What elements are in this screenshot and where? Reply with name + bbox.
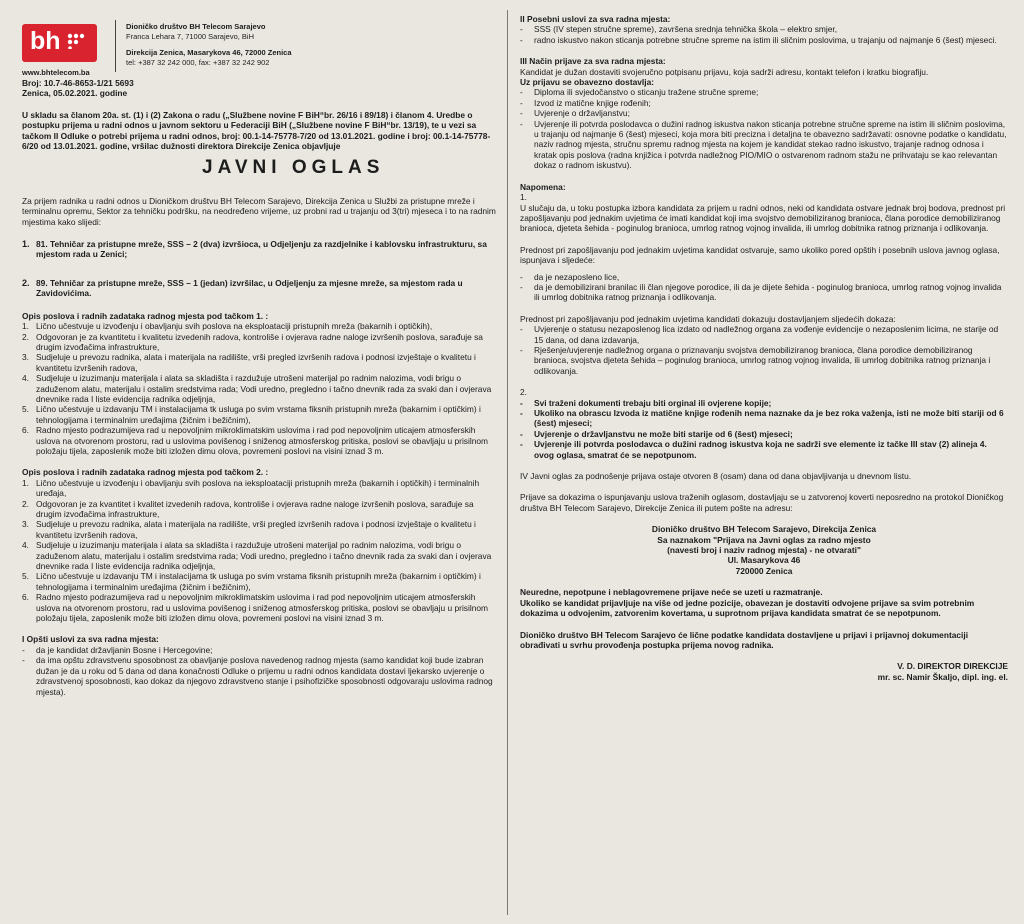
list-item: - da je nezaposleno lice, xyxy=(520,271,620,282)
duties2-title: Opis poslova i radnih zadataka radnog mjesta pod tačkom 2. : xyxy=(22,467,269,478)
duties1-list xyxy=(22,321,498,456)
list-item: 2. Odgovoran je za kvantitetu i kvalitetu izvedenih radova, kontroliše i ovjerava radne naloge izvršenih poslova, sarađuje sa drugim izvođačima infrastrukture, xyxy=(22,331,483,352)
left-column xyxy=(22,14,498,697)
application-method-sub: Uz prijavu se obavezno dostavlja: xyxy=(520,77,655,88)
reference-number: Broj: 10.7-46-8653-1/21 5693 xyxy=(22,78,134,88)
logo-text: bh xyxy=(30,27,61,55)
legal-intro: U skladu sa članom 20a. st. (1) i (2) Zakona o radu („Službene novine F BiH“br. 26/16 i 89/18) i članom 4. Uredbe o postupku prijema u radni odnos u javnom sektoru u Federaciji BiH („Službene novine F BiH“br. 13/19), te u vezi sa tačkom II Odluke o potrebi prijema u radni odnos, broj: 00.1-14-75778-7/20 od 13.01.2021. godine i broj: 00.1-14-75778-6/20 od 13.01.2021. godine, vršilac dužnosti direktora Direkcije Zenica objavljuje xyxy=(22,109,491,152)
company-name: Dioničko društvo BH Telecom Sarajevo xyxy=(126,22,266,31)
general-conditions-title: I Opšti uslovi za sva radna mjesta: xyxy=(22,634,159,645)
lead-paragraph: Za prijem radnika u radni odnos u Dioničkom društvu BH Telecom Sarajevo, Direkcija Zenica u Službi za pristupne mreže i terminalnu opremu, Sektor za tehničku podršku, na neodređeno vrijeme, uz probni rad u trajanju od 3(tri) mjeseca i to na radnim mjestima kako slijedi: xyxy=(22,195,496,227)
logo-dots-icon xyxy=(67,33,91,49)
reference-date: Zenica, 05.02.2021. godine xyxy=(22,88,128,99)
list-item: 6. Radno mjesto podrazumijeva rad u nepovoljnim mikroklimatskim uslovima i rad pod nepovoljnim uticajem atmosferskih uslova na otvorenom prostoru, rad u uslovima povišenog i sniženog atmosferskog pritiska, poslovi se obavljaju u prisilnom položaju tijela, zaposlenik može biti izložen dimu olova, povremeni poslovi na visini iznad 3 m. xyxy=(22,592,489,624)
mailing-address: Dioničko društvo BH Telecom Sarajevo, Direkcija Zenica Sa naznakom "Prijava na Javni oglas za radno mjesto (navesti broj i naziv radnog mjesta) - ne otvarati" Ul. Masarykova 46 720000 Zenica xyxy=(651,524,877,576)
privacy-text: Dioničko društvo BH Telecom Sarajevo će lične podatke kandidata dostavljene u prijavi i prijavnoj dokumentaciji obrađivati u svrhu provođenja postupka prijema novog radnika. xyxy=(520,629,969,650)
proof-text: Prednost pri zapošljavanju pod jednakim uvjetima kandidati dokazuju dostavljanjem sljedećih dokaza: xyxy=(520,313,896,324)
list-item: - Diploma ili svjedočanstvo o sticanju tražene stručne spreme; xyxy=(520,87,759,98)
company-street: Franca Lehara 7, 71000 Sarajevo, BiH xyxy=(126,31,254,41)
list-item: 1. Lično učestvuje u izvođenju i obavljanju svih poslova na ieksploataciji pristupnih mreža (bakarnih i optičkih) i terminalnih uređaja, xyxy=(22,477,480,499)
submission-text: Prijave sa dokazima o ispunjavanju uslova traženih oglasom, dostavljaju se u zatvorenoj koverti neposredno na protokol Dioničkog društva BH Telecom Sarajevo, Direkcije Zenica ili putem pošte na adresu: xyxy=(520,492,1004,513)
list-item: 4. Sudjeluje u izuzimanju materijala i alata sa skladišta i razdužuje utrošeni materijal po radnim nalozima, vodi brigu o zaduženom alatu, materijalu i ostalim sredstvima rada; Vodi uredno, pregledno i tačno dnevnik rada za svaki dan i ovjerava dnevnike rada I liste evidencija radnika odjeljnja, xyxy=(22,373,492,404)
list-item: - Uvjerenje o državljanstvu; xyxy=(520,108,630,119)
list-item: - Svi traženi dokumenti trebaju biti orginal ili ovjerene kopije; xyxy=(520,397,772,408)
position-item: 2. 89. Tehničar za pristupne mreže, SSS – 1 (jedan) izvršilac, u Odjeljenju za mjesne mreže, sa mjestom rada u Zavidovićima. xyxy=(22,277,463,299)
list-item: 1. Lično učestvuje u izvođenju i obavljanju svih poslova na eksploataciji pristupnih mreža (bakarnih i optičkih), xyxy=(22,321,433,332)
application-method-title: III Način prijave za sva radna mjesta: xyxy=(520,56,666,67)
list-item: - SSS (IV stepen stručne spreme), završena srednja tehnička škola – elektro smjer, xyxy=(520,24,838,35)
letterhead xyxy=(22,14,498,78)
column-divider xyxy=(507,10,508,915)
list-item: - da ima opštu zdravstvenu sposobnost za obavljanje poslova navedenog radnog mjesta (samo kandidat koji bude izabran dužan je da u roku od 5 dana od dana konačnosti Odluke o prijemu u radni odnos kandidata dostavi ljekarsko uvjerenje o zdravstvenoj sposobnosti, kao dokaz da njegovo zdravstveno stanje i psihofizičke sposobnosti odgovaraju uslovima radnog mjesta). xyxy=(22,655,493,697)
list-item: 3. Sudjeluje u prevozu radnika, alata i materijala na radilište, vrši pregled izvršenih radova i podnosi izvještaje o kvalitetu i kvantitetu izvršenih radova, xyxy=(22,352,476,373)
directorate-address: Direkcija Zenica, Masarykova 46, 72000 Zenica xyxy=(126,48,292,57)
list-item: 3. Sudjeluje u prevozu radnika, alata i materijala na radilište, vrši pregled izvršenih radova i podnosi izvještaje o kvalitetu i kvantitetu izvršenih radova, xyxy=(22,519,476,540)
notes-title: Napomena: xyxy=(520,181,566,192)
list-item: - radno iskustvo nakon sticanja potrebne stručne spreme na istim ili sličnim poslovima, u trajanju od najmanje 6 (šest) mjeseci. xyxy=(520,34,997,45)
bh-telecom-logo xyxy=(22,24,97,62)
list-item: - Uvjerenje ili potvrda poslodavca o dužini radnog iskustva nakon sticanja potrebne stručne spreme na istim ili sličnim poslovima, u trajanju od najmanje 6 (šest) mjeseci, koja mora biti precizna i detaljna te obavezno sadržavati: osnovne podatke o kandidatu, naziv radnog mjesta, stručnu spremu radnog mjesta na kojem je kandidat stekao radno iskustvo, trajanje radnog odnosa i kratak opis poslova (radna knjižica i potvrda nadležnog PIO/MIO o ostvarenom radnom stažu ne prihvataju se kao relevantan dokaz o radnom iskustvu). xyxy=(520,118,1007,171)
list-item: - da je demobilizirani branilac ili član njegove porodice, ili da je dijete šehida - poginulog branioca, umrlog ratnog vojnog invalida ili umrlog dobitnika ratnog priznanja i odlikovanja. xyxy=(520,281,1002,303)
notes-2-label: 2. xyxy=(520,387,527,398)
list-item: - da je kandidat državljanin Bosne i Hercegovine; xyxy=(22,644,213,655)
list-item: - Rješenje/uvjerenje nadležnog organa o priznavanju svojstva demobiliziranog branioca, člana porodice demobiliziranog branioca, svojstva djeteta šehida – poginulog branioca, umrlog ratnog vojnog invalida, ili umrlog dobitnika ratnog priznanja i odlikovanja. xyxy=(520,344,991,376)
contact-phone: tel: +387 32 242 000, fax: +387 32 242 902 xyxy=(126,57,270,67)
list-item: 4. Sudjeluje u izuzimanju materijala i alata sa skladišta i razdužuje utrošeni materijal po radnim nalozima, vodi brigu o zaduženom alatu, materijalu i ostalim sredstvima rada; Vodi uredno, pregledno i tačno dnevnik rada za svaki dan i ovjerava dnevnike rada I liste evidencija radnika odjeljnja, xyxy=(22,540,492,572)
open-period-text: IV Javni oglas za podnošenje prijava ostaje otvoren 8 (osam) dana od dana objavljivanja u dnevnom listu. xyxy=(520,471,912,482)
header-divider xyxy=(115,20,116,72)
duties1-title: Opis poslova i radnih zadataka radnog mjesta pod tačkom 1. : xyxy=(22,310,269,321)
list-item: - Izvod iz matične knjige rođenih; xyxy=(520,97,651,108)
company-address xyxy=(126,22,426,67)
list-item: - Ukoliko na obrascu Izvoda iz matične knjige rođenih nema naznake da je bez roka važenja, isti ne može biti stariji od 6 (šest) mjeseci; xyxy=(520,408,1004,429)
website-text: www.bhtelecom.ba xyxy=(22,68,90,77)
incomplete-title: Neuredne, nepotpune i neblagovremene prijave neće se uzeti u razmatranje. xyxy=(520,587,823,598)
application-method-text: Kandidat je dužan dostaviti svojeručno potpisanu prijavu, koja sadrži adresu, kontakt telefon i kratku biografiju. xyxy=(520,66,929,77)
notes-1-label: 1. xyxy=(520,192,527,203)
signature-title: V. D. DIREKTOR DIREKCIJE xyxy=(897,661,1008,672)
list-item: - Uvjerenje ili potvrda poslodavca o dužini radnog iskustva koja ne sadrži sve elemente iz tačke III stav (2) alineja 4. ovog oglasa, smatrat će se nepotpunom. xyxy=(520,439,987,460)
incomplete-text: Ukoliko se kandidat prijavljuje na više od jedne pozicije, obavezan je dostaviti odvojene prijave sa svim potrebnim dokazima u odvojenim, zatvorenim kovertama, u suprotnom prijava kandidata smatrat će se nepotpunom. xyxy=(520,597,975,619)
list-item: 2. Odgovoran je za kvantitet i kvalitet izvedenih radova, kontroliše i ovjerava radne naloge izvršenih poslova, sarađuje sa drugim izvođačima infrastrukture, xyxy=(22,498,474,519)
notes-1-text: U slučaju da, u toku postupka izbora kandidata za prijem u radni odnos, neki od kandidata ostvare jednak broj bodova, prednost pri zapošljavanju pod jednakim uvjetima će imati kandidat koji ima svojstvo demobiliziranog branioca, člana porodice demobiliziranog branioca, djeteta šehida - poginulog branioca, umrlog ratnog vojnog invalida, ili umrlog dobitnika ratnog priznanja i odlikovanja. xyxy=(520,202,1006,234)
list-item: 5. Lično učestvuje u izdavanju TM i instalacijama tk usluga po svim vrstama fiksnih pristupnih mreža (bakarnim i optičkim) i tehnologijama i terminalnim uređajima (žičnim i bežičnim), xyxy=(22,404,481,425)
special-conditions-title: II Posebni uslovi za sva radna mjesta: xyxy=(520,14,671,24)
list-item: - Uvjerenje o statusu nezaposlenog lica izdato od nadležnog organa za vođenje evidencije o nezaposlenim licima, ne starije od 15 dana, od dana izdavanja, xyxy=(520,324,999,345)
list-item: 6. Radno mjesto podrazumijeva rad u nepovoljnim mikroklimatskim uslovima i rad pod nepovoljnim uticajem atmosferskih uslova na otvorenom prostoru, rad u uslovima povišenog i sniženog atmosferskog pritiska, poslovi se obavljaju u prisilnom položaju tijela, zaposlenik može biti izložen dimu olova, povremeni poslovi na visini iznad 3 m. xyxy=(22,425,489,456)
priority-text: Prednost pri zapošljavanju pod jednakim uvjetima kandidat ostvaruje, samo ukoliko pored opštih i posebnih uslova javnog oglasa, ispunjava i sljedeće: xyxy=(520,244,1000,266)
position-item: 1. 81. Tehničar za pristupne mreže, SSS – 2 (dva) izvršioca, u Odjeljenju za razdjelnike i kablovsku infrastrukturu, sa mjestom rada u Zenici; xyxy=(22,239,487,260)
list-item: 5. Lično učestvuje u izdavanju TM i instalacijama tk usluga po svim vrstama fiksnih pristupnih mreža (bakarnim i optičkim) i tehnologijama i terminalnim uređajima (žičnim i bežičnim), xyxy=(22,571,481,592)
right-column xyxy=(520,14,1008,682)
signature-name: mr. sc. Namir Škaljo, dipl. ing. el. xyxy=(877,671,1008,682)
ad-title: JAVNI OGLAS xyxy=(202,157,385,179)
list-item: - Uvjerenje o državljanstvu ne može biti starije od 6 (šest) mjeseci; xyxy=(520,428,793,439)
duties2-list xyxy=(22,478,498,624)
